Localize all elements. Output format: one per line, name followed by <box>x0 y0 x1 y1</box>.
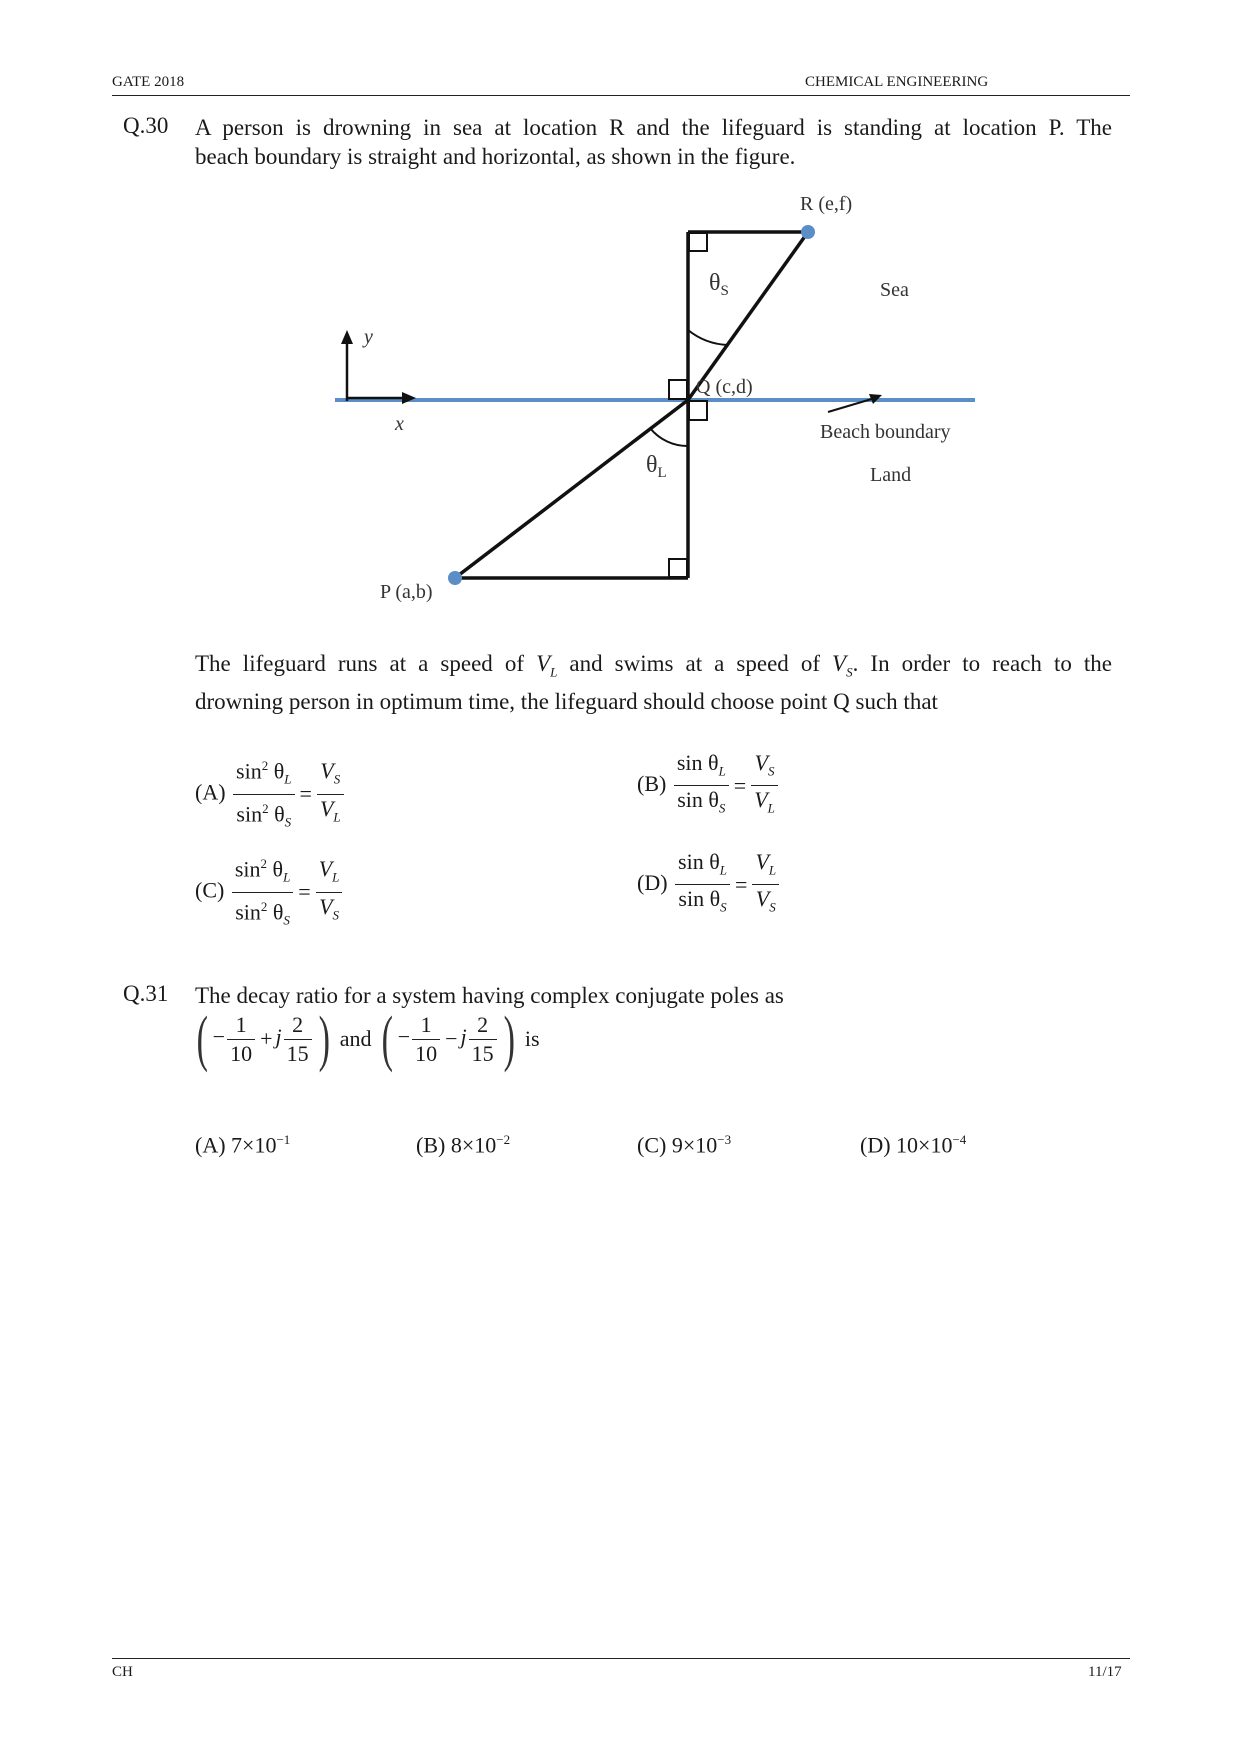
header-rule <box>112 95 1130 96</box>
label-R: R (e,f) <box>800 193 853 215</box>
theta-l-label: $\theta_L$ <box>646 452 667 481</box>
q30-option-a: (A) $\frac{\sin^2 \theta_L}{\sin^2 \theta_S}$ = $\frac{V_S}{V_L}$ <box>195 752 346 836</box>
footer-rule <box>112 1658 1130 1659</box>
q30-description <box>195 649 1112 716</box>
q30-option-b: (B) $\frac{\sin \theta_L}{\sin \theta_S}$ = $\frac{V_S}{V_L}$ <box>637 749 780 823</box>
label-P: P (a,b) <box>380 581 433 603</box>
q31-option-d: (D) $10\times 10^{-4}$ <box>860 1132 967 1158</box>
y-axis-arrow <box>341 330 353 344</box>
q30-option-d: (D) $\frac{\sin \theta_L}{\sin \theta_S}$ = $\frac{V_L}{V_S}$ <box>637 848 781 922</box>
footer-left: CH <box>112 1664 133 1680</box>
q30-text-line2: beach boundary is straight and horizontal, as shown in the figure. <box>195 144 796 169</box>
right-angle-right <box>689 401 707 420</box>
q30-number: Q.30 <box>123 113 169 138</box>
header-right: CHEMICAL ENGINEERING <box>805 74 989 90</box>
q30-desc-line1: The lifeguard runs at a speed of $V_L$ and swims at a speed of $V_S$. In order to reach to the <box>195 651 1112 680</box>
q30-option-c: (C) $\frac{\sin^2 \theta_L}{\sin^2 \theta_S}$ = $\frac{V_L}{V_S}$ <box>195 850 344 934</box>
label-sea: Sea <box>880 279 909 301</box>
run-path <box>455 400 688 578</box>
right-angle-top <box>689 233 707 251</box>
right-angle-bottom <box>669 559 687 577</box>
x-axis-label: x <box>395 413 404 435</box>
lifeguard-figure <box>320 190 1000 620</box>
label-beach-boundary: Beach boundary <box>820 421 951 443</box>
label-land: Land <box>870 464 912 486</box>
point-P <box>448 571 462 585</box>
theta-s-label: $\theta_S$ <box>709 270 729 299</box>
q30-text-line1: A person is drowning in sea at location R and the lifeguard is standing at location P. The <box>195 115 1112 140</box>
y-axis-label: y <box>364 326 373 348</box>
label-Q: Q (c,d) <box>696 376 753 398</box>
q31-option-b: (B) $8\times 10^{-2}$ <box>416 1132 511 1158</box>
q30-desc-line2: drowning person in optimum time, the lifeguard should choose point Q such that <box>195 688 938 714</box>
q31-option-a: (A) $7\times 10^{-1}$ <box>195 1132 291 1158</box>
x-axis-arrow <box>402 392 416 404</box>
q31-text: The decay ratio for a system having complex conjugate poles as <box>195 983 784 1008</box>
q31-number: Q.31 <box>123 981 169 1006</box>
header-left: GATE 2018 <box>112 74 185 90</box>
q31-poles: ( − $\frac{1}{10}$ + j $\frac{2}{15}$ ) and ( − $\frac{1}{10}$ − j $\frac{2}{15}$ ) is <box>196 1005 540 1073</box>
theta-l-arc <box>650 428 688 446</box>
point-R <box>801 225 815 239</box>
theta-s-arc <box>688 330 728 345</box>
q31-option-c: (C) $9\times 10^{-3}$ <box>637 1132 732 1158</box>
right-angle-left <box>669 380 687 399</box>
footer-right: 11/17 <box>1088 1664 1122 1680</box>
q30-text <box>195 113 1112 171</box>
swim-path <box>688 232 808 400</box>
